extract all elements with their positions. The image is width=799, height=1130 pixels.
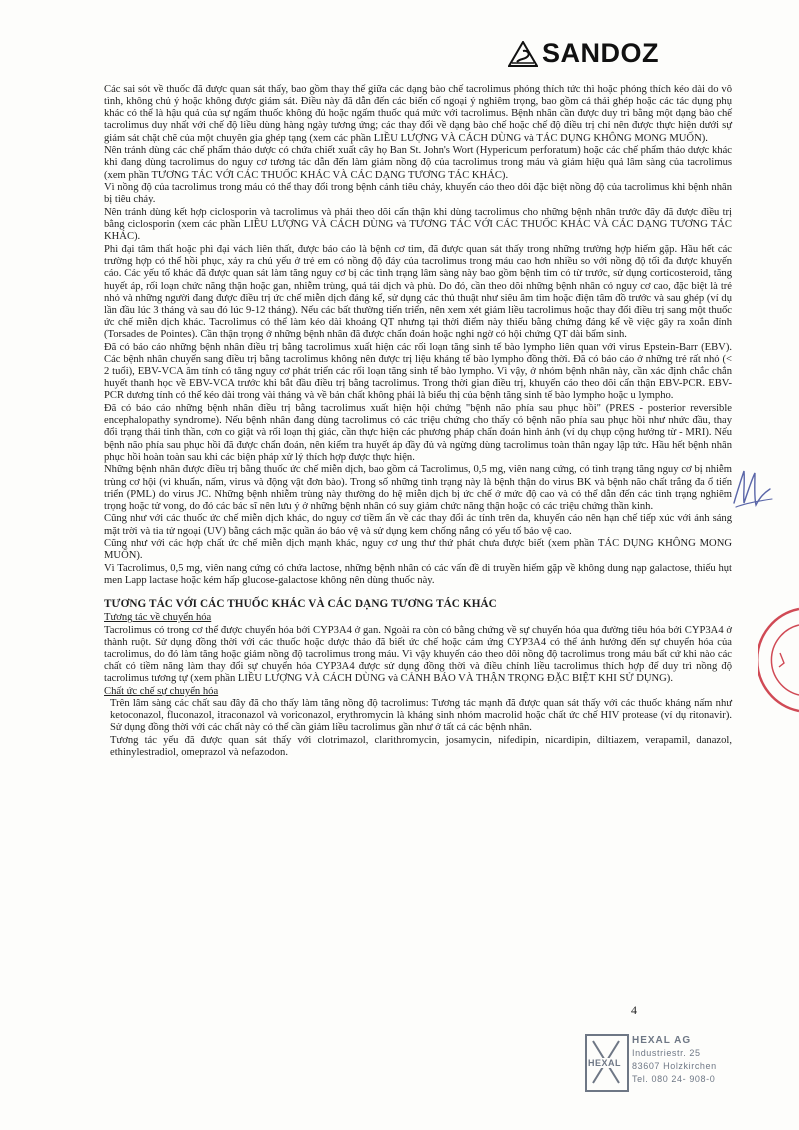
subsection-title-metabolic: Tương tác về chuyển hóa (104, 612, 212, 624)
hexal-logo-word: HEXAL (588, 1058, 622, 1068)
sandoz-logo (508, 38, 659, 69)
stamp-company-name: HEXAL AG (632, 1035, 692, 1046)
hexal-logo-box (585, 1034, 629, 1092)
hexal-address-block (632, 1034, 717, 1086)
red-stamp-partial (758, 605, 799, 715)
sandoz-logo-text: SANDOZ (542, 38, 659, 68)
section-title-interactions: TƯƠNG TÁC VỚI CÁC THUỐC KHÁC VÀ CÁC DẠNG TƯƠNG TÁC KHÁC (104, 598, 497, 611)
paragraph-secondary-cancer: Cũng như với các hợp chất ức chế miễn dịch mạnh khác, nguy cơ ung thư thứ phát chưa được biết (xem phần TÁC DỤNG KHÔNG MONG MUỐN). (104, 538, 732, 562)
paragraph-pres: Đã có báo cáo những bệnh nhân điều trị bằng tacrolimus xuất hiện hội chứng "bệnh não phía sau phục hồi" (PRES - posterior reversible encephalopathy syndrome). Nếu bệnh nhân đang dùng tacrolimus có các triệu chứng cho thấy có bệnh não phía sau phục hồi như nhức đầu, thay đổi trạng thái tinh thần, cơn co giật và rối loạn thị giác, cần thực hiện các phương pháp chẩn đoán hình ảnh (ví dụ chụp cộng hưởng từ - MRI). Nếu bệnh não phía sau phục hồi đã được chẩn đoán, nên kiểm tra huyết áp đầy đủ và ngừng dùng tacrolimus toàn thân ngay lập tức. Hầu hết bệnh nhân phục hồi hoàn toàn sau khi các biện pháp xử lý thích hợp được thực hiện. (104, 403, 732, 463)
paragraph-st-johns-wort: Nên tránh dùng các chế phẩm thảo dược có chứa chiết xuất cây họ Ban St. John's Wort (Hypericum perforatum) hoặc các chế phẩm thảo dược khác khi đang dùng tacrolimus do nguy cơ tương tác dẫn đến làm giảm nồng độ của tacrolimus trong máu và giảm hiệu quả lâm sàng của tacrolimus (xem phần TƯƠNG TÁC VỚI CÁC THUỐC KHÁC VÀ CÁC DẠNG TƯƠNG TÁC KHÁC). (104, 145, 732, 181)
hexal-company-stamp (585, 1030, 735, 1100)
stamp-phone: Tel. 080 24- 908-0 (632, 1074, 716, 1084)
page-number: 4 (631, 1003, 637, 1017)
paragraph-weak-inhibitors: Tương tác yếu đã được quan sát thấy với clotrimazol, clarithromycin, josamycin, nifedipin, nicardipin, diltiazem, verapamil, danazol, ethinylestradiol, omeprazol và nefazodon. (110, 734, 732, 759)
paragraph-diarrhea: Vì nồng độ của tacrolimus trong máu có thể thay đổi trong bệnh cảnh tiêu chảy, khuyến cáo theo dõi đặc biệt nồng độ của tacrolimus khi bệnh nhân bị tiêu chảy. (104, 182, 732, 206)
subsection-title-inhibitors: Chất ức chế sự chuyển hóa (104, 685, 219, 697)
paragraph-lactose: Vì Tacrolimus, 0,5 mg, viên nang cứng có chứa lactose, những bệnh nhân có các vấn đề di truyền hiếm gặp về không dung nạp galactose, thiếu hụt men Lapp lactase hoặc kém hấp glucose-galactose không nên dùng thuốc này. (104, 563, 732, 587)
paragraph-opportunistic-infections: Những bệnh nhân được điều trị bằng thuốc ức chế miễn dịch, bao gồm cả Tacrolimus, 0,5 mg, viên nang cứng, có tình trạng tăng nguy cơ bị nhiễm trùng cơ hội (vi khuẩn, nấm, virus và động vật đơn bào). Trong số những tình trạng này là bệnh thận do virus BK và bệnh não chất trắng đa ổ tiến triển (PML) do virus JC. Những bệnh nhiễm trùng này thường do hệ miễn dịch bị ức chế ở mức độ cao và có thể dẫn đến các tình trạng nghiêm trọng hoặc tử vong, do đó các bác sĩ nên lưu ý ở những bệnh nhân có suy giảm chức năng thận hoặc có các triệu chứng thần kinh. (104, 464, 732, 512)
paragraph-uv-exposure: Cũng như với các thuốc ức chế miễn dịch khác, do nguy cơ tiềm ẩn về các thay đổi ác tính trên da, khuyến cáo nên hạn chế tiếp xúc với ánh sáng mặt trời và tia tử ngoại (UV) bằng cách mặc quần áo bảo vệ và sử dụng kem chống nắng có yếu tố bảo vệ cao. (104, 513, 732, 537)
sandoz-logo-icon (508, 41, 538, 67)
stamp-street: Industriestr. 25 (632, 1048, 701, 1058)
paragraph-cyp3a4: Tacrolimus có trong cơ thể được chuyển hóa bởi CYP3A4 ở gan. Ngoài ra còn có bằng chứng về sự chuyển hóa qua đường tiêu hóa bởi CYP3A4 ở thành ruột. Sử dụng đồng thời với các thuốc hoặc dược thảo đã biết ức chế hoặc cảm ứng CYP3A4 có thể ảnh hưởng đến sự chuyển hóa của tacrolimus, do đó làm tăng hoặc giảm nồng độ tacrolimus trong máu. Vì vậy khuyến cáo theo dõi nồng độ tacrolimus trong máu bất cứ khi nào các chất có tiềm năng làm thay đổi sự chuyển hóa CYP3A4 được sử dụng đồng thời và điều chỉnh liều tacrolimus thích hợp để duy trì nồng độ tacrolimus tương tự (xem phần LIỀU LƯỢNG VÀ CÁCH DÙNG và CẢNH BÁO VÀ THẬN TRỌNG ĐẶC BIỆT KHI SỬ DỤNG). (104, 624, 732, 685)
paragraph-medication-errors: Các sai sót về thuốc đã được quan sát thấy, bao gồm thay thế giữa các dạng bào chế tacrolimus phóng thích tức thì hoặc phóng thích kéo dài do vô tình, không chủ ý hoặc không được giám sát. Điều này đã dẫn đến các biến cố ngoại ý nghiêm trọng, bao gồm cả thải ghép hoặc các tác dụng phụ khác có thể là hậu quả của sự ngấm thuốc không đủ hoặc ngấm thuốc quá mức với tacrolimus. Bệnh nhân cần được duy trì bằng một dạng bào chế tacrolimus duy nhất với chế độ liều dùng hàng ngày tương ứng; các thay đổi về dạng bào chế hoặc chế độ điều trị chỉ nên được thực hiện dưới sự giám sát chặt chẽ của một chuyên gia ghép tạng (xem các phần LIỀU LƯỢNG VÀ CÁCH DÙNG và TÁC DỤNG KHÔNG MONG MUỐN). (104, 84, 732, 144)
paragraph-cardiomyopathy: Phì đại tâm thất hoặc phì đại vách liên thất, được báo cáo là bệnh cơ tim, đã được quan sát thấy trong những trường hợp hiếm gặp. Hầu hết các trường hợp có thể hồi phục, xảy ra chủ yếu ở trẻ em có nồng độ đáy của tacrolimus trong máu cao hơn nhiều so với nồng độ tối đa được khuyến cáo. Các yếu tố khác đã được quan sát làm tăng nguy cơ bị các tình trạng lâm sàng này bao gồm bệnh tim có từ trước, sử dụng corticosteroid, tăng huyết áp, rối loạn chức năng thận hoặc gan, nhiễm trùng, quá tải dịch và phù. Do đó, cần theo dõi những bệnh nhân có nguy cơ cao, đặc biệt là trẻ nhỏ và những người đang được điều trị ức chế miễn dịch đáng kể, sử dụng các thủ thuật như siêu âm tim hoặc điện tâm đồ trước và sau ghép (ví dụ lần đầu lúc 3 tháng và sau đó lúc 9-12 tháng). Nếu các bất thường tiến triển, nên xem xét giảm liều tacrolimus hoặc thay đổi điều trị sang một thuốc ức chế miễn dịch khác. Tacrolimus có thể làm kéo dài khoảng QT nhưng tại thời điểm này thiếu bằng chứng đáng kể về việc gây ra xoắn đỉnh (Torsades de Pointes). Cần thận trọng ở những bệnh nhân đã được chẩn đoán hoặc nghi ngờ có hội chứng QT dài bẩm sinh. (104, 244, 732, 341)
stamp-city: 83607 Holzkirchen (632, 1061, 717, 1071)
handwritten-signature (728, 463, 776, 515)
paragraph-strong-inhibitors: Trên lâm sàng các chất sau đây đã cho thấy làm tăng nồng độ tacrolimus: Tương tác mạnh đã được quan sát thấy với các thuốc kháng nấm như ketoconazol, fluconazol, itraconazol và voriconazol, erythromycin là kháng sinh nhóm macrolid hoặc chất ức chế HIV protease (ví dụ ritonavir). Sử dụng đồng thời với các chất này có thể cần giảm liều tacrolimus gần như ở tất cả các bệnh nhân. (110, 698, 732, 734)
paragraph-ciclosporin: Nên tránh dùng kết hợp ciclosporin và tacrolimus và phải theo dõi cẩn thận khi dùng tacrolimus cho những bệnh nhân trước đây đã được điều trị bằng ciclosporin (xem các phần LIỀU LƯỢNG VÀ CÁCH DÙNG và TƯƠNG TÁC VỚI CÁC THUỐC KHÁC VÀ CÁC DẠNG TƯƠNG TÁC KHÁC). (104, 207, 732, 243)
paragraph-ebv-lymphoproliferative: Đã có báo cáo những bệnh nhân điều trị bằng tacrolimus xuất hiện các rối loạn tăng sinh tế bào lympho liên quan với virus Epstein-Barr (EBV). Các bệnh nhân chuyển sang điều trị bằng tacrolimus không nên được trị liệu kháng tế bào lympho đồng thời. Đã có báo cáo ở những trẻ rất nhỏ (< 2 tuổi), EBV-VCA âm tính có tăng nguy cơ phát triển các rối loạn tăng sinh tế bào lympho. Vì vậy, ở nhóm bệnh nhân này, cần xác định chắc chắn huyết thanh học về EBV-VCA trước khi bắt đầu điều trị bằng tacrolimus. Trong thời gian điều trị, khuyến cáo theo dõi cẩn thận EBV-PCR. EBV-PCR dương tính có thể kéo dài trong vài tháng và về bản chất không phải là biểu thị của bệnh tăng sinh tế bào lympho hoặc u lympho. (104, 341, 732, 402)
body-text (104, 84, 732, 760)
